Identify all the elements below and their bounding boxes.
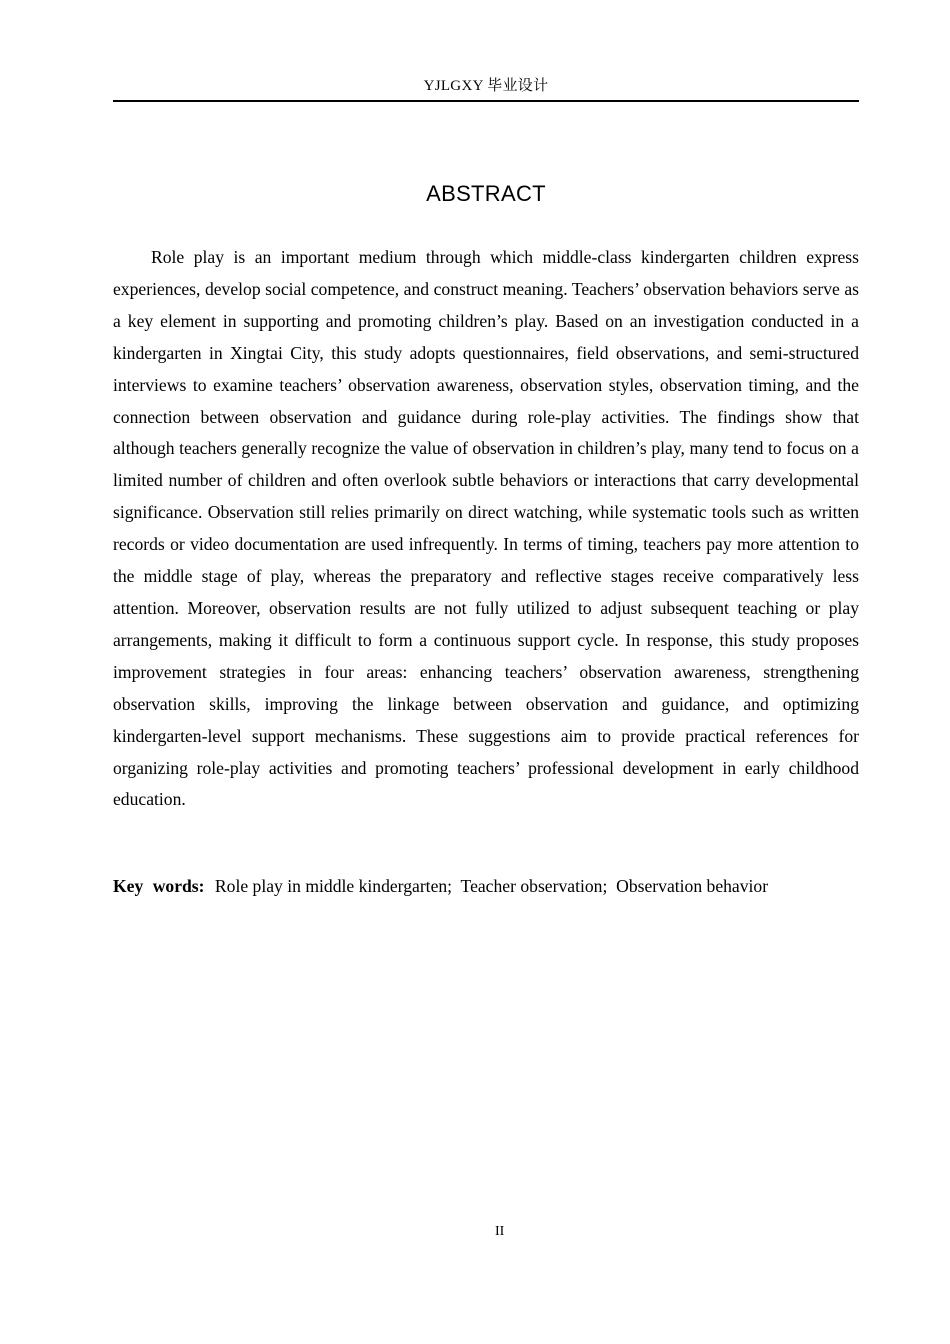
keywords-label-word: Key [113, 876, 144, 896]
keyword-item: Observation behavior [616, 876, 769, 896]
keyword-item: Role play in middle kindergarten; [214, 876, 453, 896]
page-number: II [495, 1224, 505, 1239]
header-rule [113, 100, 859, 102]
abstract-paragraph: Role play is an important medium through which middle-class kindergarten children express experiences, develop social competence, and construct meaning. Teachers’ observation behaviors serve as a key element in supporting and promoting children’s play. Based on an investigation conducted in a kindergarten in Xingtai City, this study adopts questionnaires, field observations, and semi-structured interviews to examine teachers’ observation awareness, observation styles, observation timing, and the connection between observation and guidance during role-play activities. The findings show that although teachers generally recognize the value of observation in children’s play, many tend to focus on a limited number of children and often overlook subtle behaviors or interactions that carry developmental significance. Observation still relies primarily on direct watching, while systematic tools such as written records or video documentation are used infrequently. In terms of timing, teachers pay more attention to the middle stage of play, whereas the preparatory and reflective stages receive comparatively less attention. Moreover, observation results are not fully utilized to adjust subsequent teaching or play arrangements, making it difficult to form a continuous support cycle. In response, this study proposes improvement strategies in four areas: enhancing teachers’ observation awareness, strengthening observation skills, improving the linkage between observation and guidance, and optimizing kindergarten-level support mechanisms. These suggestions aim to provide practical references for organizing role-play activities and promoting teachers’ professional development in early childhood education. [113, 247, 859, 810]
keywords-line [113, 872, 859, 900]
keywords-label-word: words: [152, 876, 205, 896]
keywords-label [113, 876, 205, 896]
keyword-item: Teacher observation; [460, 876, 608, 896]
running-header: YJLGXY 毕业设计 [423, 78, 549, 94]
abstract-title: ABSTRACT [426, 181, 546, 206]
